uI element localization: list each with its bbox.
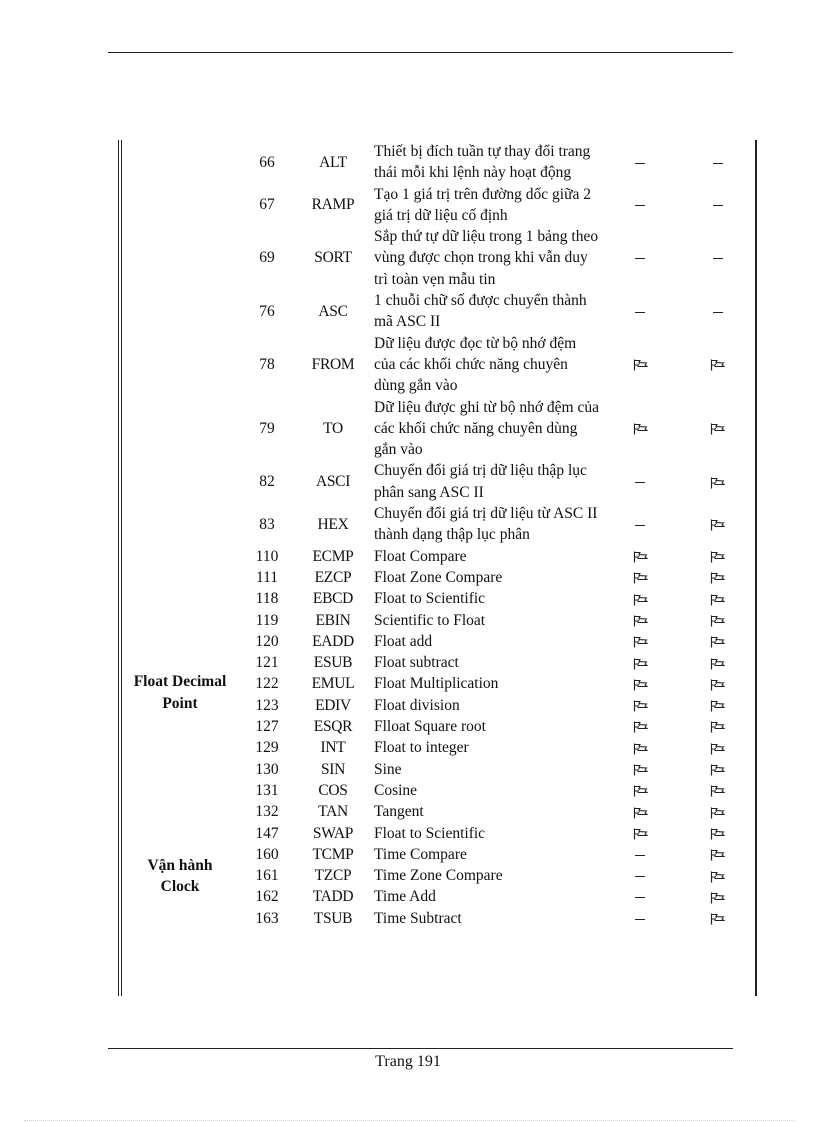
support-col-2 <box>681 844 754 865</box>
support-col-1 <box>599 226 681 290</box>
instruction-mnemonic: TSUB <box>313 909 353 927</box>
instruction-number: 119 <box>255 611 279 629</box>
support-col-2 <box>681 460 754 503</box>
dash-icon <box>635 897 645 898</box>
flag-icon <box>710 892 725 904</box>
support-col-2 <box>681 588 754 609</box>
table-row <box>122 460 754 503</box>
instruction-mnemonic: TCMP <box>312 845 354 863</box>
instruction-mnemonic: TAN <box>318 803 348 821</box>
flag-icon <box>710 721 725 733</box>
support-col-2 <box>681 673 754 694</box>
table-right-border <box>755 140 757 996</box>
group-cell-empty <box>122 226 238 290</box>
instruction-description: Time Zone Compare <box>374 867 503 885</box>
instruction-number: 111 <box>255 568 279 586</box>
flag-icon <box>710 828 725 840</box>
instruction-mnemonic: HEX <box>317 515 349 533</box>
instruction-number: 121 <box>255 654 279 672</box>
instruction-description: Tangent <box>374 803 424 821</box>
support-col-2 <box>681 652 754 673</box>
instruction-description: Scientific to Float <box>374 611 486 629</box>
instruction-description: Float subtract <box>374 654 459 672</box>
dash-icon <box>635 525 645 526</box>
instruction-description: 1 chuỗi chữ số được chuyển thành mã ASC II <box>374 292 587 331</box>
support-col-1 <box>599 716 681 737</box>
flag-icon <box>633 551 648 563</box>
support-col-2 <box>681 397 754 461</box>
support-col-2 <box>681 503 754 546</box>
flag-icon <box>633 764 648 776</box>
flag-icon <box>633 807 648 819</box>
instruction-description: Sắp thứ tự dữ liệu trong 1 bảng theo vùng được chọn trong khi vẫn duy trì toàn vẹn mẫu tin <box>374 228 599 288</box>
flag-icon <box>710 764 725 776</box>
instruction-description: Float to integer <box>374 739 469 757</box>
instruction-description: Float to Scientific <box>374 824 486 842</box>
dash-icon <box>635 855 645 856</box>
instruction-description: Float division <box>374 696 460 714</box>
instruction-number: 160 <box>255 845 279 863</box>
clock-group-label-line2: Clock <box>160 878 200 896</box>
instruction-number: 83 <box>259 515 275 533</box>
flag-icon <box>710 913 725 925</box>
instruction-number: 163 <box>255 909 279 927</box>
flag-icon <box>633 359 648 371</box>
support-col-2 <box>681 716 754 737</box>
instruction-number: 118 <box>255 590 279 608</box>
support-col-1 <box>599 567 681 588</box>
instruction-description: Dữ liệu được ghi từ bộ nhớ đệm của các khối chức năng chuyên dùng gắn vào <box>374 398 599 459</box>
flag-icon <box>633 679 648 691</box>
clock-group-label <box>122 844 238 929</box>
instruction-number: 76 <box>259 302 275 320</box>
support-col-2 <box>681 141 754 184</box>
table-row <box>122 844 754 865</box>
support-col-1 <box>599 460 681 503</box>
instruction-number: 132 <box>255 803 279 821</box>
instruction-description: Tạo 1 giá trị trên đường dốc giữa 2 giá trị dữ liệu cố định <box>374 185 591 224</box>
instruction-description: Time Subtract <box>374 909 462 927</box>
support-col-1 <box>599 908 681 929</box>
table-row <box>122 226 754 290</box>
instruction-mnemonic: TADD <box>312 888 354 906</box>
instruction-mnemonic: INT <box>320 739 346 757</box>
dash-icon <box>635 876 645 877</box>
group-cell-empty <box>122 333 238 397</box>
flag-icon <box>710 477 725 489</box>
flag-icon <box>710 519 725 531</box>
table-row <box>122 290 754 333</box>
support-col-2 <box>681 823 754 844</box>
flag-icon <box>710 743 725 755</box>
support-col-2 <box>681 546 754 567</box>
flag-icon <box>710 700 725 712</box>
table-row <box>122 333 754 397</box>
instruction-number: 130 <box>255 760 279 778</box>
instruction-mnemonic: ASC <box>318 302 348 320</box>
instruction-number: 69 <box>259 249 275 267</box>
dash-icon <box>713 312 723 313</box>
page-footer: Trang 191 <box>375 1053 441 1070</box>
support-col-1 <box>599 759 681 780</box>
instruction-mnemonic: EMUL <box>311 675 355 693</box>
instruction-table <box>122 141 754 929</box>
support-col-1 <box>599 290 681 333</box>
instruction-description: Chuyển đổi giá trị dữ liệu từ ASC II thành dạng thập lục phân <box>374 505 598 544</box>
group-cell-empty <box>122 503 238 546</box>
dash-icon <box>635 482 645 483</box>
instruction-mnemonic: ASCI <box>315 473 351 491</box>
support-col-2 <box>681 780 754 801</box>
flag-icon <box>710 807 725 819</box>
support-col-1 <box>599 546 681 567</box>
float-group-label-line2: Point <box>162 694 198 712</box>
instruction-mnemonic: SWAP <box>312 824 354 842</box>
instruction-number: 122 <box>255 675 279 693</box>
instruction-mnemonic: TZCP <box>314 867 352 885</box>
instruction-number: 66 <box>259 153 275 171</box>
instruction-number: 123 <box>255 696 279 714</box>
support-col-1 <box>599 184 681 227</box>
flag-icon <box>633 423 648 435</box>
dash-icon <box>635 163 645 164</box>
support-col-1 <box>599 844 681 865</box>
instruction-number: 161 <box>255 867 279 885</box>
dash-icon <box>635 919 645 920</box>
instruction-description: Float add <box>374 632 433 650</box>
support-col-2 <box>681 801 754 822</box>
flag-icon <box>710 849 725 861</box>
support-col-1 <box>599 823 681 844</box>
flag-icon <box>633 658 648 670</box>
dash-icon <box>635 312 645 313</box>
float-group-label-line1: Float Decimal <box>133 673 227 691</box>
instruction-number: 110 <box>255 547 279 565</box>
support-col-1 <box>599 503 681 546</box>
support-col-1 <box>599 801 681 822</box>
support-col-1 <box>599 397 681 461</box>
support-col-2 <box>681 333 754 397</box>
instruction-description: Float to Scientific <box>374 590 486 608</box>
support-col-1 <box>599 695 681 716</box>
support-col-2 <box>681 759 754 780</box>
instruction-description: Chuyển đổi giá trị dữ liệu thập lục phân sang ASC II <box>374 462 587 501</box>
support-col-1 <box>599 886 681 907</box>
flag-icon <box>710 615 725 627</box>
support-col-2 <box>681 865 754 886</box>
support-col-2 <box>681 695 754 716</box>
flag-icon <box>710 785 725 797</box>
group-cell-empty <box>122 397 238 461</box>
flag-icon <box>633 572 648 584</box>
group-cell-empty <box>122 290 238 333</box>
table-row <box>122 503 754 546</box>
flag-icon <box>710 594 725 606</box>
flag-icon <box>633 700 648 712</box>
instruction-description: Float Compare <box>374 547 467 565</box>
instruction-mnemonic: EBCD <box>312 590 354 608</box>
support-col-2 <box>681 290 754 333</box>
flag-icon <box>710 658 725 670</box>
support-col-1 <box>599 610 681 631</box>
flag-icon <box>710 679 725 691</box>
dash-icon <box>713 258 723 259</box>
support-col-1 <box>599 652 681 673</box>
instruction-description: Time Compare <box>374 845 467 863</box>
footer-rule <box>108 1048 733 1049</box>
support-col-2 <box>681 737 754 758</box>
table-row <box>122 397 754 461</box>
flag-icon <box>633 721 648 733</box>
instruction-description: Float Zone Compare <box>374 568 503 586</box>
support-col-1 <box>599 865 681 886</box>
instruction-number: 120 <box>255 632 279 650</box>
instruction-mnemonic: EBIN <box>315 611 351 629</box>
instruction-mnemonic: EDIV <box>315 696 351 714</box>
flag-icon <box>633 636 648 648</box>
flag-icon <box>710 423 725 435</box>
instruction-number: 131 <box>255 781 279 799</box>
page-edge <box>24 1120 794 1121</box>
instruction-number: 78 <box>259 355 275 373</box>
flag-icon <box>633 743 648 755</box>
flag-icon <box>710 871 725 883</box>
instruction-number: 67 <box>259 196 275 214</box>
support-col-2 <box>681 610 754 631</box>
group-cell-empty <box>122 460 238 503</box>
instruction-number: 147 <box>255 824 279 842</box>
flag-icon <box>633 615 648 627</box>
instruction-number: 82 <box>259 473 275 491</box>
dash-icon <box>635 205 645 206</box>
table-row <box>122 546 754 567</box>
support-col-1 <box>599 673 681 694</box>
instruction-number: 127 <box>255 718 279 736</box>
instruction-mnemonic: ECMP <box>312 547 354 565</box>
support-col-2 <box>681 184 754 227</box>
support-col-1 <box>599 780 681 801</box>
instruction-description: Time Add <box>374 888 436 906</box>
instruction-number: 162 <box>255 888 279 906</box>
dash-icon <box>713 205 723 206</box>
instruction-mnemonic: ALT <box>319 153 347 171</box>
instruction-description: Sine <box>374 760 402 778</box>
flag-icon <box>633 828 648 840</box>
flag-icon <box>633 785 648 797</box>
support-col-1 <box>599 588 681 609</box>
dash-icon <box>635 258 645 259</box>
instruction-description: Flloat Square root <box>374 718 486 736</box>
dash-icon <box>713 163 723 164</box>
header-rule <box>108 52 733 53</box>
support-col-1 <box>599 333 681 397</box>
instruction-mnemonic: FROM <box>311 355 355 373</box>
instruction-description: Cosine <box>374 781 418 799</box>
instruction-mnemonic: SORT <box>314 249 352 267</box>
table-row <box>122 141 754 184</box>
instruction-mnemonic: EADD <box>312 632 354 650</box>
instruction-mnemonic: COS <box>318 781 348 799</box>
support-col-1 <box>599 141 681 184</box>
instruction-mnemonic: RAMP <box>311 196 355 214</box>
clock-group-label-line1: Vận hành <box>147 857 213 875</box>
flag-icon <box>710 551 725 563</box>
instruction-description: Thiết bị đích tuần tự thay đổi trang thái mỗi khi lệnh này hoạt động <box>374 143 591 182</box>
flag-icon <box>710 636 725 648</box>
instruction-mnemonic: TO <box>323 419 343 437</box>
flag-icon <box>710 359 725 371</box>
support-col-1 <box>599 737 681 758</box>
instruction-number: 79 <box>259 419 275 437</box>
instruction-number: 129 <box>255 739 279 757</box>
instruction-mnemonic: ESUB <box>313 654 353 672</box>
instruction-description: Float Multiplication <box>374 675 499 693</box>
instruction-mnemonic: ESQR <box>313 718 353 736</box>
group-cell-empty <box>122 141 238 184</box>
instruction-mnemonic: EZCP <box>314 568 352 586</box>
instruction-description: Dữ liệu được đọc từ bộ nhớ đệm của các khối chức năng chuyên dùng gắn vào <box>374 334 577 395</box>
support-col-1 <box>599 631 681 652</box>
support-col-2 <box>681 567 754 588</box>
flag-icon <box>633 594 648 606</box>
support-col-2 <box>681 631 754 652</box>
flag-icon <box>710 572 725 584</box>
support-col-2 <box>681 886 754 907</box>
group-cell-empty <box>122 184 238 227</box>
float-group-label <box>122 546 238 844</box>
table-row <box>122 184 754 227</box>
support-col-2 <box>681 908 754 929</box>
support-col-2 <box>681 226 754 290</box>
instruction-mnemonic: SIN <box>320 760 346 778</box>
